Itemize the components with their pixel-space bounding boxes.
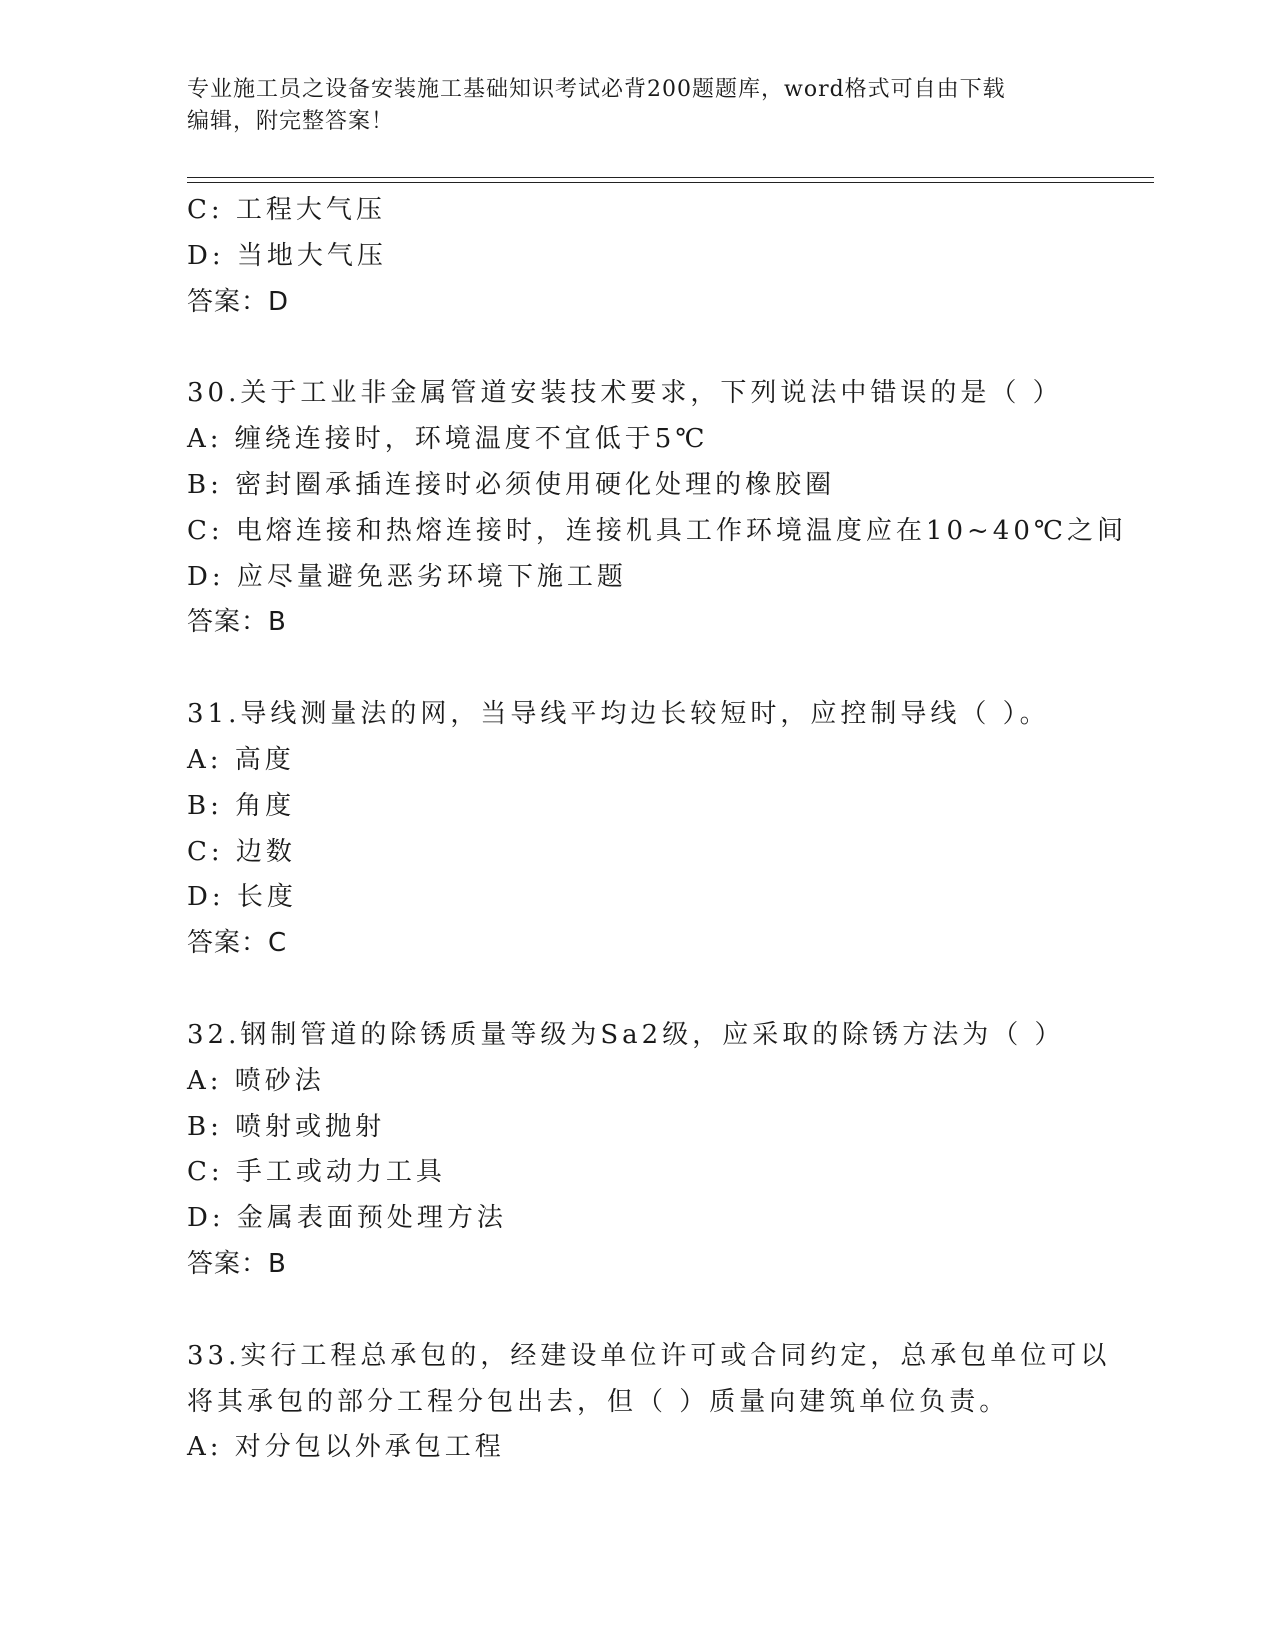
answer-line: 答案：C [187, 928, 288, 959]
block-spacer [187, 325, 1087, 371]
question-line: 30.关于工业非金属管道安装技术要求，下列说法中错误的是（ ） [187, 378, 1063, 409]
question-block [187, 1334, 1111, 1471]
question-block [187, 188, 1087, 325]
question-line: B: 喷射或抛射 [187, 1111, 386, 1142]
document-header [187, 74, 1067, 138]
question-list [187, 188, 1127, 1471]
answer-line: 答案：D [187, 286, 290, 317]
question-line: C: 电熔连接和热熔连接时，连接机具工作环境温度应在10~40℃之间 [187, 515, 1127, 546]
header-divider-top [187, 177, 1154, 178]
question-line: A: 缠绕连接时，环境温度不宜低于5℃ [187, 424, 709, 455]
question-line: C: 边数 [187, 836, 296, 867]
question-line: D: 长度 [187, 882, 297, 913]
question-line: 32.钢制管道的除锈质量等级为Sa2级，应采取的除锈方法为（ ） [187, 1019, 1065, 1050]
block-spacer [187, 1288, 1087, 1334]
question-line: B: 角度 [187, 790, 296, 821]
header-line-1: 专业施工员之设备安装施工基础知识考试必背200题题库，word格式可自由下载 [187, 77, 1006, 102]
question-block [187, 692, 1087, 967]
question-line: B: 密封圈承插连接时必须使用硬化处理的橡胶圈 [187, 469, 836, 500]
question-block [187, 371, 1127, 646]
question-line: 31.导线测量法的网，当导线平均边长较短时，应控制导线（ ）。 [187, 699, 1050, 730]
answer-line: 答案：B [187, 1248, 287, 1279]
question-block [187, 1013, 1087, 1288]
question-line: A: 喷砂法 [187, 1065, 325, 1096]
question-line: A: 高度 [187, 744, 295, 775]
question-line: D: 当地大气压 [187, 240, 387, 271]
header-divider-bottom [187, 182, 1154, 183]
question-line: D: 金属表面预处理方法 [187, 1203, 507, 1234]
block-spacer [187, 967, 1087, 1013]
question-line: C: 手工或动力工具 [187, 1157, 446, 1188]
block-spacer [187, 646, 1087, 692]
question-line: A: 对分包以外承包工程 [187, 1432, 505, 1463]
question-line: C: 工程大气压 [187, 195, 386, 225]
question-line: 33.实行工程总承包的，经建设单位许可或合同约定，总承包单位可以 [187, 1340, 1111, 1371]
question-line: D: 应尽量避免恶劣环境下施工题 [187, 561, 627, 592]
question-line: 将其承包的部分工程分包出去，但（ ）质量向建筑单位负责。 [187, 1386, 1010, 1417]
header-line-2: 编辑，附完整答案！ [187, 109, 395, 134]
answer-line: 答案：B [187, 607, 287, 638]
